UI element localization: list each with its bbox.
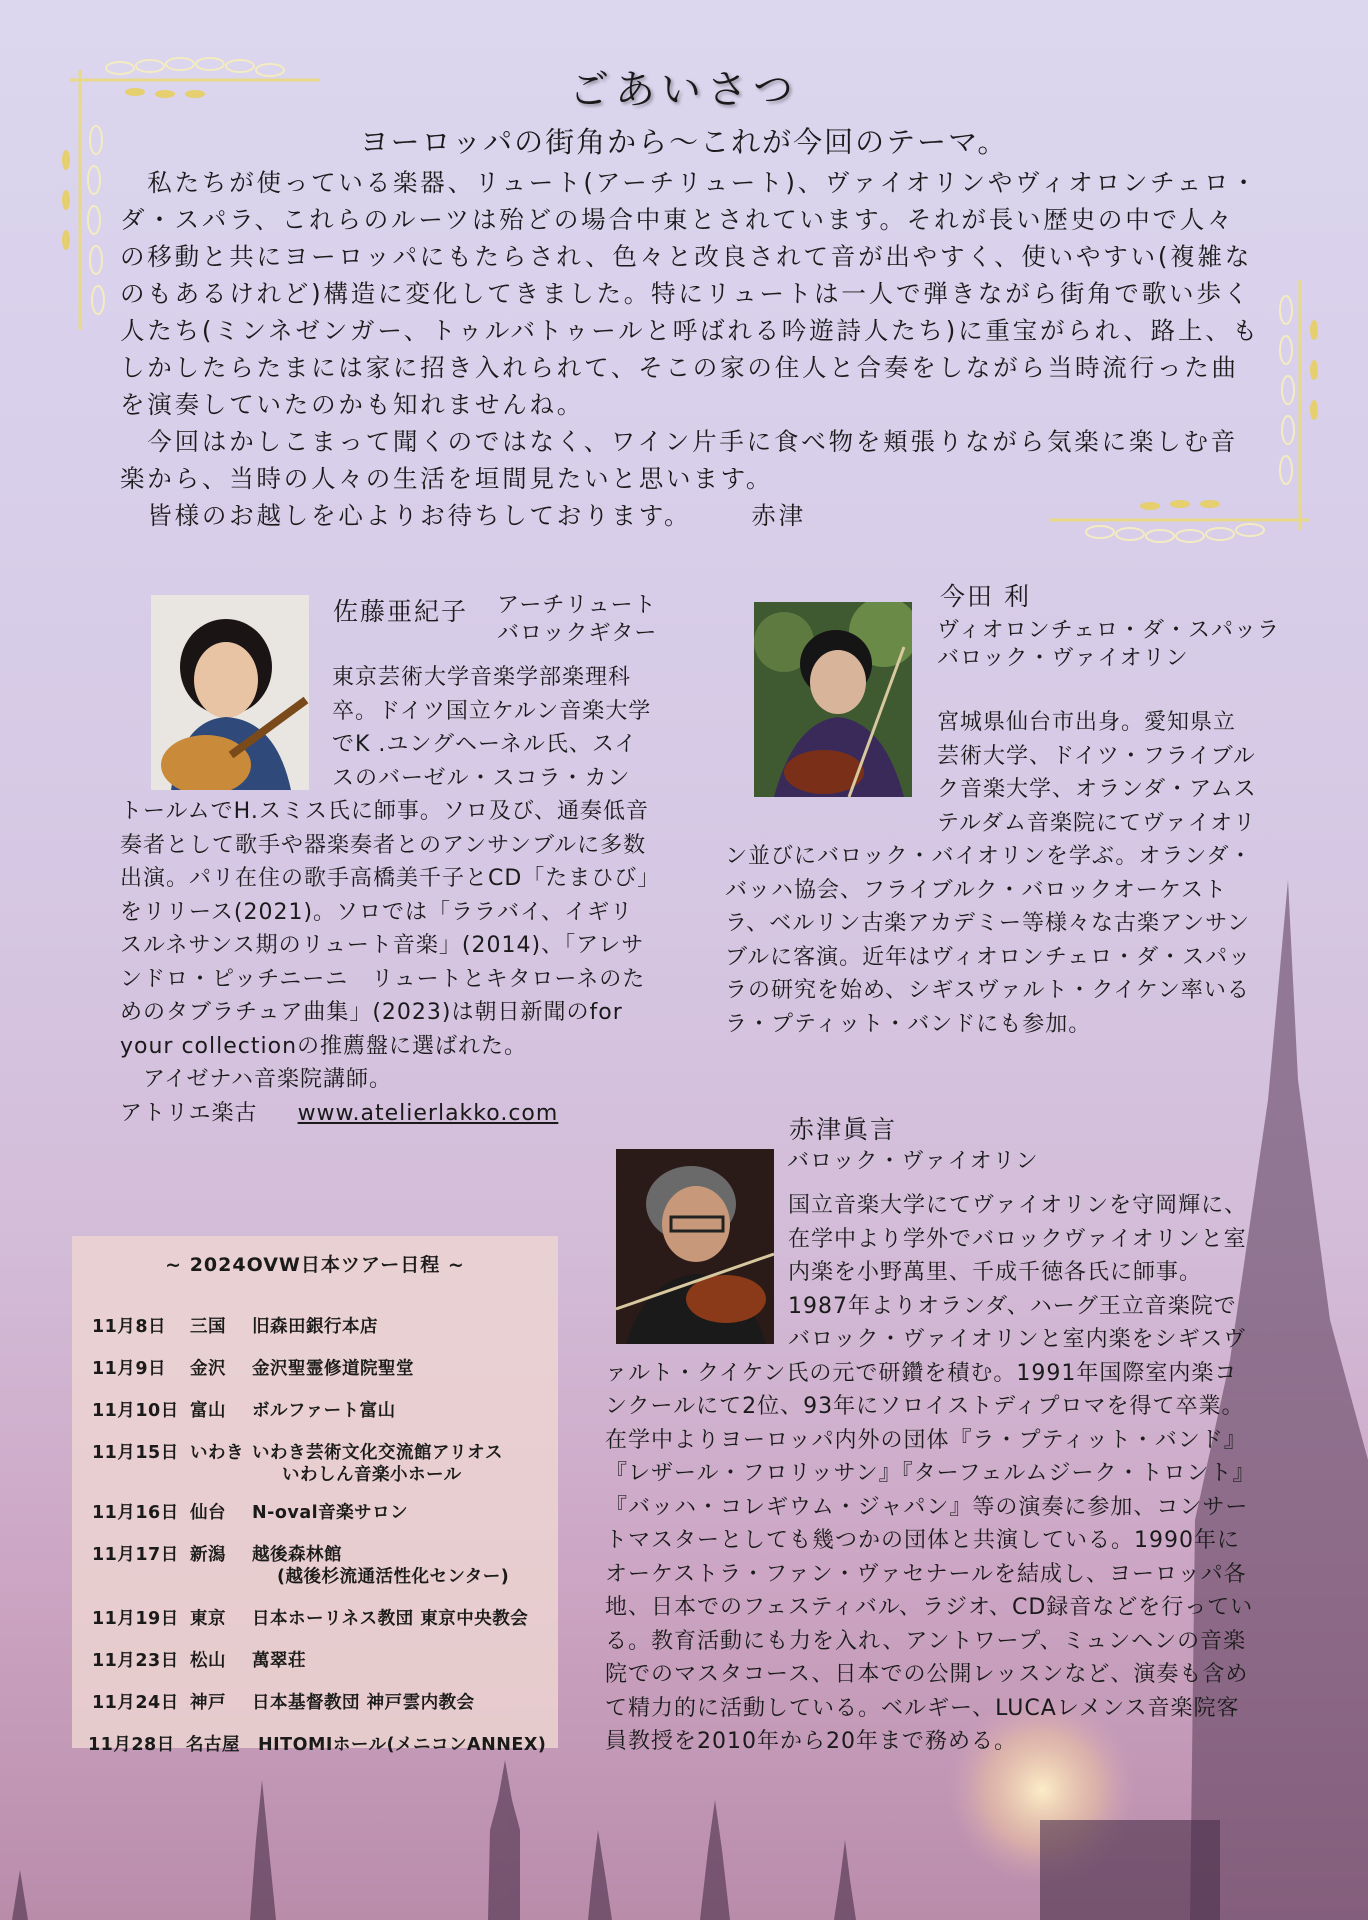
schedule-venue: 日本ホーリネス教団 東京中央教会	[252, 1609, 529, 1629]
performer-name-imada: 今田 利	[940, 582, 1031, 611]
schedule-date: 11月15日	[92, 1443, 179, 1463]
bio-paragraph: 東京芸術大学音楽学部楽理科卒。ドイツ国立ケルン音楽大学でK .ユングヘーネル氏、スイスのバーゼル・スコラ・カントールムでH.スミス氏に師事。ソロ及び、通奏低音奏者として歌手や器楽奏者とのアンサンブルに多数出演。パリ在住の歌手高橋美千子とCD「たまひび」をリリース(2021)。ソロでは「ララバイ、イギリスルネサンス期のリュート音楽」(2014)、「アレサンドロ・ピッチニーニ リュートとキタローネのためのタブラチュア曲集」(2023)は朝日新聞のfor your collectionの推薦盤に選ばれた。	[120, 665, 652, 1059]
performer-bio-akatsu	[605, 1189, 1257, 1759]
studio-name: アトリエ楽古	[120, 1100, 258, 1126]
greeting-text	[120, 164, 1260, 534]
schedule-date: 11月28日	[88, 1735, 175, 1755]
performer-role-akatsu: バロック・ヴァイオリン	[787, 1149, 1039, 1174]
schedule-city: 仙台	[190, 1503, 226, 1523]
schedule-date: 11月9日	[92, 1359, 167, 1379]
schedule-row	[92, 1544, 509, 1588]
schedule-date: 11月19日	[92, 1609, 179, 1629]
schedule-row	[92, 1400, 396, 1422]
schedule-city: いわき	[190, 1443, 244, 1463]
schedule-row	[92, 1316, 378, 1338]
schedule-venue: ボルファート富山	[252, 1401, 396, 1421]
performer-role-sato	[497, 592, 657, 648]
greeting-paragraph: 今回はかしこまって聞くのではなく、ワイン片手に食べ物を頬張りながら気楽に楽しむ音楽から、当時の人々の生活を垣間見たいと思います。	[120, 427, 1239, 493]
performer-name-akatsu: 赤津眞言	[789, 1115, 898, 1144]
schedule-date: 11月8日	[92, 1317, 167, 1337]
schedule-venue: 日本基督教団 神戸雲内教会	[252, 1693, 475, 1713]
role-line: ヴィオロンチェロ・ダ・スパッラ	[937, 618, 1281, 643]
performer-bio-sato-text	[120, 661, 652, 1130]
schedule-row	[92, 1442, 503, 1486]
schedule-city: 三国	[190, 1317, 226, 1337]
schedule-row	[92, 1692, 475, 1714]
schedule-date: 11月23日	[92, 1651, 179, 1671]
schedule-city: 金沢	[190, 1359, 226, 1379]
schedule-venue-line2: いわしん音楽小ホール	[282, 1465, 462, 1485]
schedule-city: 名古屋	[186, 1735, 240, 1755]
schedule-city: 富山	[190, 1401, 226, 1421]
schedule-venue: 越後森林館	[252, 1545, 342, 1565]
bio-paragraph: 国立音楽大学にてヴァイオリンを守岡輝に、在学中より学外でバロックヴァイオリンと室内楽を小野萬里、千成千徳各氏に師事。1987年よりオランダ、ハーグ王立音楽院でバロック・ヴァイオリンと室内楽をシギスヴァルト・クイケン氏の元で研鑽を積む。1991年国際室内楽コンクールにて2位、93年にソロイストディプロマを得て卒業。在学中よりヨーロッパ内外の団体『ラ・プティット・バンド』『レザール・フロリッサン』『ターフェルムジーク・トロント』『バッハ・コレギウム・ジャパン』等の演奏に参加、コンサートマスターとしても幾つかの団体と共演している。1990年にオーケストラ・ファン・ヴァセナールを結成し、ヨーロッパ各地、日本でのフェスティバル、ラジオ、CD録音などを行っている。教育活動にも力を入れ、アントワープ、ミュンヘンの音楽院でのマスタコース、日本での公開レッスンなど、演奏も含めて精力的に活動している。ベルギー、LUCAレメンス音楽院客員教授を2010年から20年まで務める。	[605, 1193, 1256, 1754]
schedule-city: 東京	[190, 1609, 226, 1629]
role-line: バロック・ヴァイオリン	[937, 646, 1189, 671]
website-link[interactable]: www.atelierlakko.com	[297, 1100, 559, 1126]
role-line: バロックギター	[497, 621, 658, 646]
schedule-row	[92, 1358, 414, 1380]
schedule-date: 11月24日	[92, 1693, 179, 1713]
schedule-row	[92, 1502, 408, 1524]
greeting-paragraph: 私たちが使っている楽器、リュート(アーチリュート)、ヴァイオリンやヴィオロンチェロ・ダ・スパラ、これらのルーツは殆どの場合中東とされています。それが長い歴史の中で人々の移動と共にヨーロッパにもたらされ、色々と改良されて音が出やすく、使いやすい(複雑なのもあるけれど)構造に変化してきました。特にリュートは一人で弾きながら街角で歌い歩く人たち(ミンネゼンガー、トゥルバトゥールと呼ばれる吟遊詩人たち)に重宝がられ、路上、もしかしたらたまには家に招き入れられて、そこの家の住人と合奏をしながら当時流行った曲を演奏していたのかも知れませんね。	[120, 168, 1260, 419]
subtitle: ヨーロッパの街角から～これが今回のテーマ。	[359, 125, 1009, 159]
performer-bio-imada	[725, 706, 1257, 1041]
schedule-venue: 萬翠荘	[252, 1651, 306, 1671]
schedule-date: 11月16日	[92, 1503, 179, 1523]
signature: 赤津	[751, 501, 806, 530]
schedule-city: 神戸	[190, 1693, 226, 1713]
role-line: アーチリュート	[497, 593, 657, 618]
bio-paragraph: アイゼナハ音楽院講師。	[120, 1067, 393, 1092]
greeting-paragraph	[120, 497, 1260, 534]
schedule-row	[92, 1650, 306, 1672]
schedule-row	[92, 1608, 528, 1630]
schedule-venue: N-oval音楽サロン	[252, 1503, 409, 1523]
performer-name-sato: 佐藤亜紀子	[333, 597, 469, 626]
schedule-venue: 旧森田銀行本店	[252, 1317, 378, 1337]
schedule-venue: HITOMIホール(メニコンANNEX)	[258, 1735, 547, 1755]
bio-paragraph: 宮城県仙台市出身。愛知県立芸術大学、ドイツ・フライブルク音楽大学、オランダ・アムステルダム音楽院にてヴァイオリン並びにバロック・バイオリンを学ぶ。オランダ・バッハ協会、フライブルク・バロックオーケストラ、ベルリン古楽アカデミー等様々な古楽アンサンブルに客演。近年はヴィオロンチェロ・ダ・スパッラの研究を始め、シギスヴァルト・クイケン率いるラ・プティット・バンドにも参加。	[725, 710, 1257, 1037]
schedule-row	[88, 1734, 546, 1756]
schedule-venue: 金沢聖霊修道院聖堂	[252, 1359, 414, 1379]
studio-line	[120, 1097, 652, 1131]
schedule-title: ~ 2024OVW日本ツアー日程 ~	[165, 1254, 465, 1276]
performer-role-imada	[937, 617, 1280, 673]
schedule-date: 11月17日	[92, 1545, 179, 1565]
schedule-venue: いわき芸術文化交流館アリオス	[252, 1443, 503, 1463]
page-title: ごあいさつ	[569, 67, 799, 113]
schedule-city: 松山	[190, 1651, 226, 1671]
greeting-closing: 皆様のお越しを心よりお待ちしております。	[120, 501, 692, 530]
schedule-date: 11月10日	[92, 1401, 179, 1421]
schedule-venue-line2: (越後杉流通活性化センター)	[277, 1567, 510, 1587]
schedule-city: 新潟	[190, 1545, 226, 1565]
